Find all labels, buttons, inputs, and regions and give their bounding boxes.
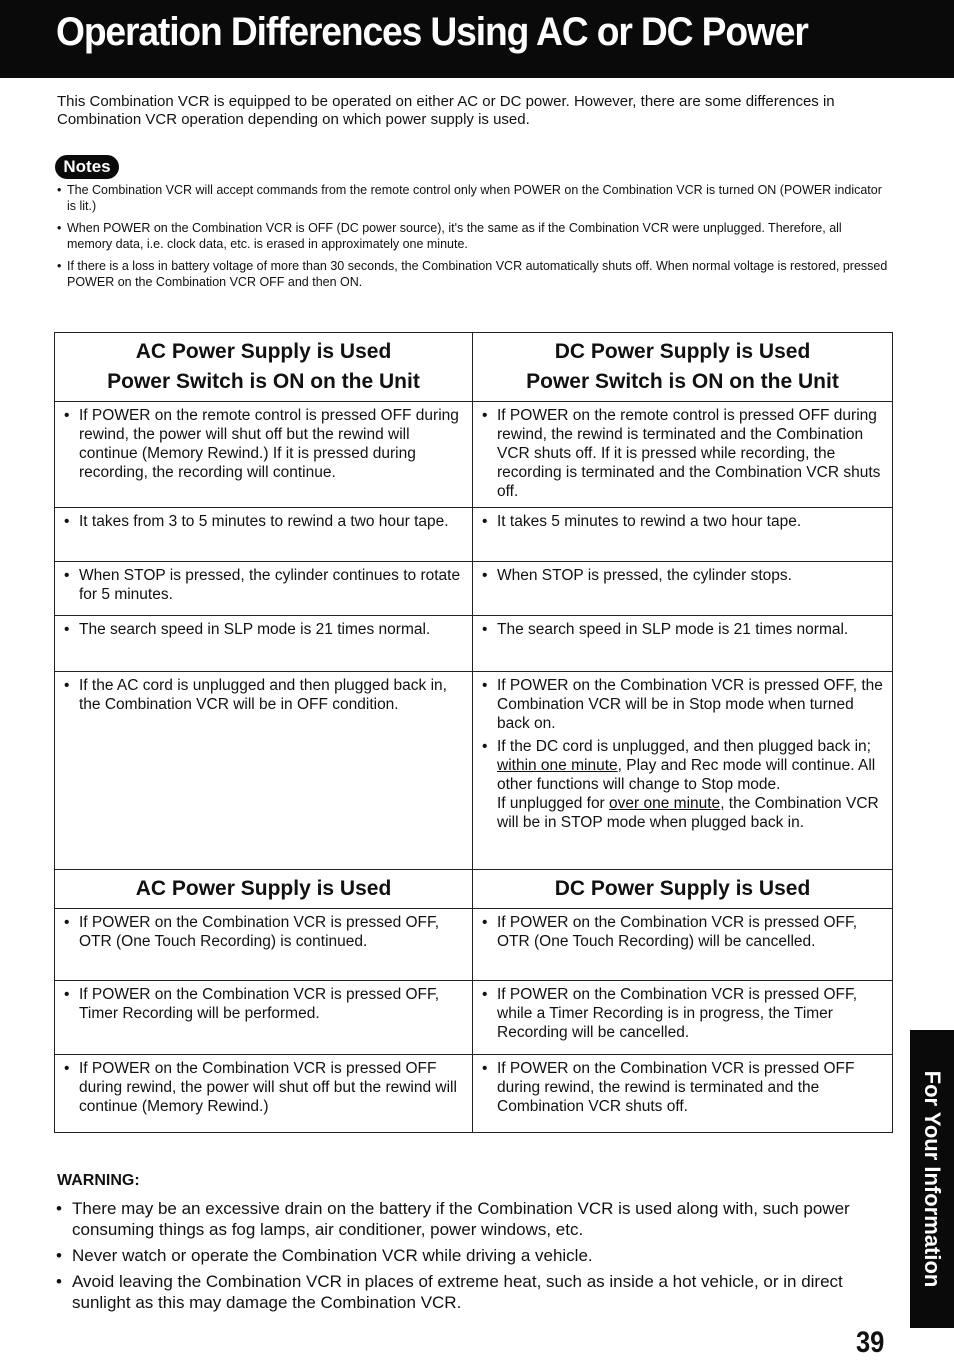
dc-cell: • The search speed in SLP mode is 21 times normal.: [473, 616, 893, 672]
note-item: • When POWER on the Combination VCR is OFF (DC power source), it's the same as if the Combination VCR were unplugged. Therefore, all memory data, i.e. clock data, etc. is erased in approximately one minute.: [55, 220, 890, 252]
warning-item: • There may be an excessive drain on the battery if the Combination VCR is used along with, such power consuming things as fog lamps, air conditioner, power windows, etc.: [55, 1198, 895, 1240]
section-side-tab: [910, 1030, 954, 1328]
dc-cell: • If POWER on the remote control is pressed OFF during rewind, the rewind is terminated and the Combination VCR shuts off. If it is pressed while recording, the recording is terminated and the Combination VCR shuts off.: [473, 402, 893, 508]
table-row: [55, 402, 893, 508]
warning-item: • Never watch or operate the Combination VCR while driving a vehicle.: [55, 1245, 895, 1266]
warning-title: WARNING:: [57, 1172, 140, 1189]
ac-cell: • If POWER on the Combination VCR is pressed OFF, OTR (One Touch Recording) is continued.: [55, 909, 473, 981]
page-title: Operation Differences Using AC or DC Power: [56, 10, 808, 54]
ac-cell: • If POWER on the Combination VCR is pressed OFF during rewind, the power will shut off but the rewind will continue (Memory Rewind.): [55, 1055, 473, 1133]
ac-cell: • It takes from 3 to 5 minutes to rewind a two hour tape.: [55, 508, 473, 562]
dc-header-line1: DC Power Supply is Used: [554, 340, 811, 363]
dc-cell: [473, 672, 893, 870]
comparison-table: [54, 332, 893, 1133]
dc-text-2: • If the DC cord is unplugged, and then plugged back in; within one minute, Play and Rec mode will continue. All other functions will change to Stop mode.: [481, 737, 884, 794]
table-row: [55, 508, 893, 562]
dc-cell: • If POWER on the Combination VCR is pressed OFF, OTR (One Touch Recording) will be cancelled.: [473, 909, 893, 981]
ac-header: [55, 333, 473, 402]
table-row: [55, 981, 893, 1055]
dc-header: [473, 333, 893, 402]
ac-cell: • The search speed in SLP mode is 21 times normal.: [55, 616, 473, 672]
underlined-text: within one minute: [497, 757, 618, 774]
table-row: [55, 562, 893, 616]
ac-header-2: AC Power Supply is Used: [55, 870, 473, 909]
underlined-text: over one minute: [609, 795, 721, 812]
side-tab-label: For Your Information: [920, 1070, 945, 1288]
dc-text-3: If unplugged for over one minute, the Combination VCR will be in STOP mode when plugged back in.: [497, 795, 879, 831]
table-header-row-2: [55, 870, 893, 909]
ac-header-line2: Power Switch is ON on the Unit: [107, 370, 420, 393]
table-row: [55, 1055, 893, 1133]
dc-cell: • When STOP is pressed, the cylinder stops.: [473, 562, 893, 616]
warning-item: • Avoid leaving the Combination VCR in places of extreme heat, such as inside a hot vehicle, or in direct sunlight as this may damage the Combination VCR.: [55, 1271, 895, 1313]
title-bar: [0, 0, 954, 78]
dc-header-2: DC Power Supply is Used: [473, 870, 893, 909]
dc-cell: • If POWER on the Combination VCR is pressed OFF, while a Timer Recording is in progress, the Timer Recording will be cancelled.: [473, 981, 893, 1055]
dc-cell: • If POWER on the Combination VCR is pressed OFF during rewind, the rewind is terminated and the Combination VCR shuts off.: [473, 1055, 893, 1133]
warning-list: [55, 1198, 895, 1318]
table-row: [55, 616, 893, 672]
ac-cell: • When STOP is pressed, the cylinder continues to rotate for 5 minutes.: [55, 562, 473, 616]
ac-cell: • If POWER on the Combination VCR is pressed OFF, Timer Recording will be performed.: [55, 981, 473, 1055]
dc-header-line2: Power Switch is ON on the Unit: [526, 370, 839, 393]
table-row: [55, 672, 893, 870]
note-item: • The Combination VCR will accept commands from the remote control only when POWER on the Combination VCR is turned ON (POWER indicator is lit.): [55, 182, 890, 214]
notes-badge: Notes: [55, 155, 119, 179]
dc-text-1: • If POWER on the Combination VCR is pressed OFF, the Combination VCR will be in Stop mode when turned back on.: [481, 676, 884, 733]
dc-cell: • It takes 5 minutes to rewind a two hour tape.: [473, 508, 893, 562]
table-row: [55, 909, 893, 981]
notes-list: [55, 182, 890, 296]
intro-paragraph: This Combination VCR is equipped to be operated on either AC or DC power. However, there are some differences in Combination VCR operation depending on which power supply is used.: [57, 93, 835, 128]
ac-header-line1: AC Power Supply is Used: [135, 340, 392, 363]
page-number: 39: [856, 1326, 885, 1359]
ac-cell: • If the AC cord is unplugged and then plugged back in, the Combination VCR will be in OFF condition.: [55, 672, 473, 870]
ac-cell: • If POWER on the remote control is pressed OFF during rewind, the power will shut off but the rewind will continue (Memory Rewind.) If it is pressed during recording, the recording will continue.: [55, 402, 473, 508]
note-item: • If there is a loss in battery voltage of more than 30 seconds, the Combination VCR automatically shuts off. When normal voltage is restored, pressed POWER on the Combination VCR OFF and then ON.: [55, 258, 890, 290]
table-header-row: [55, 333, 893, 402]
